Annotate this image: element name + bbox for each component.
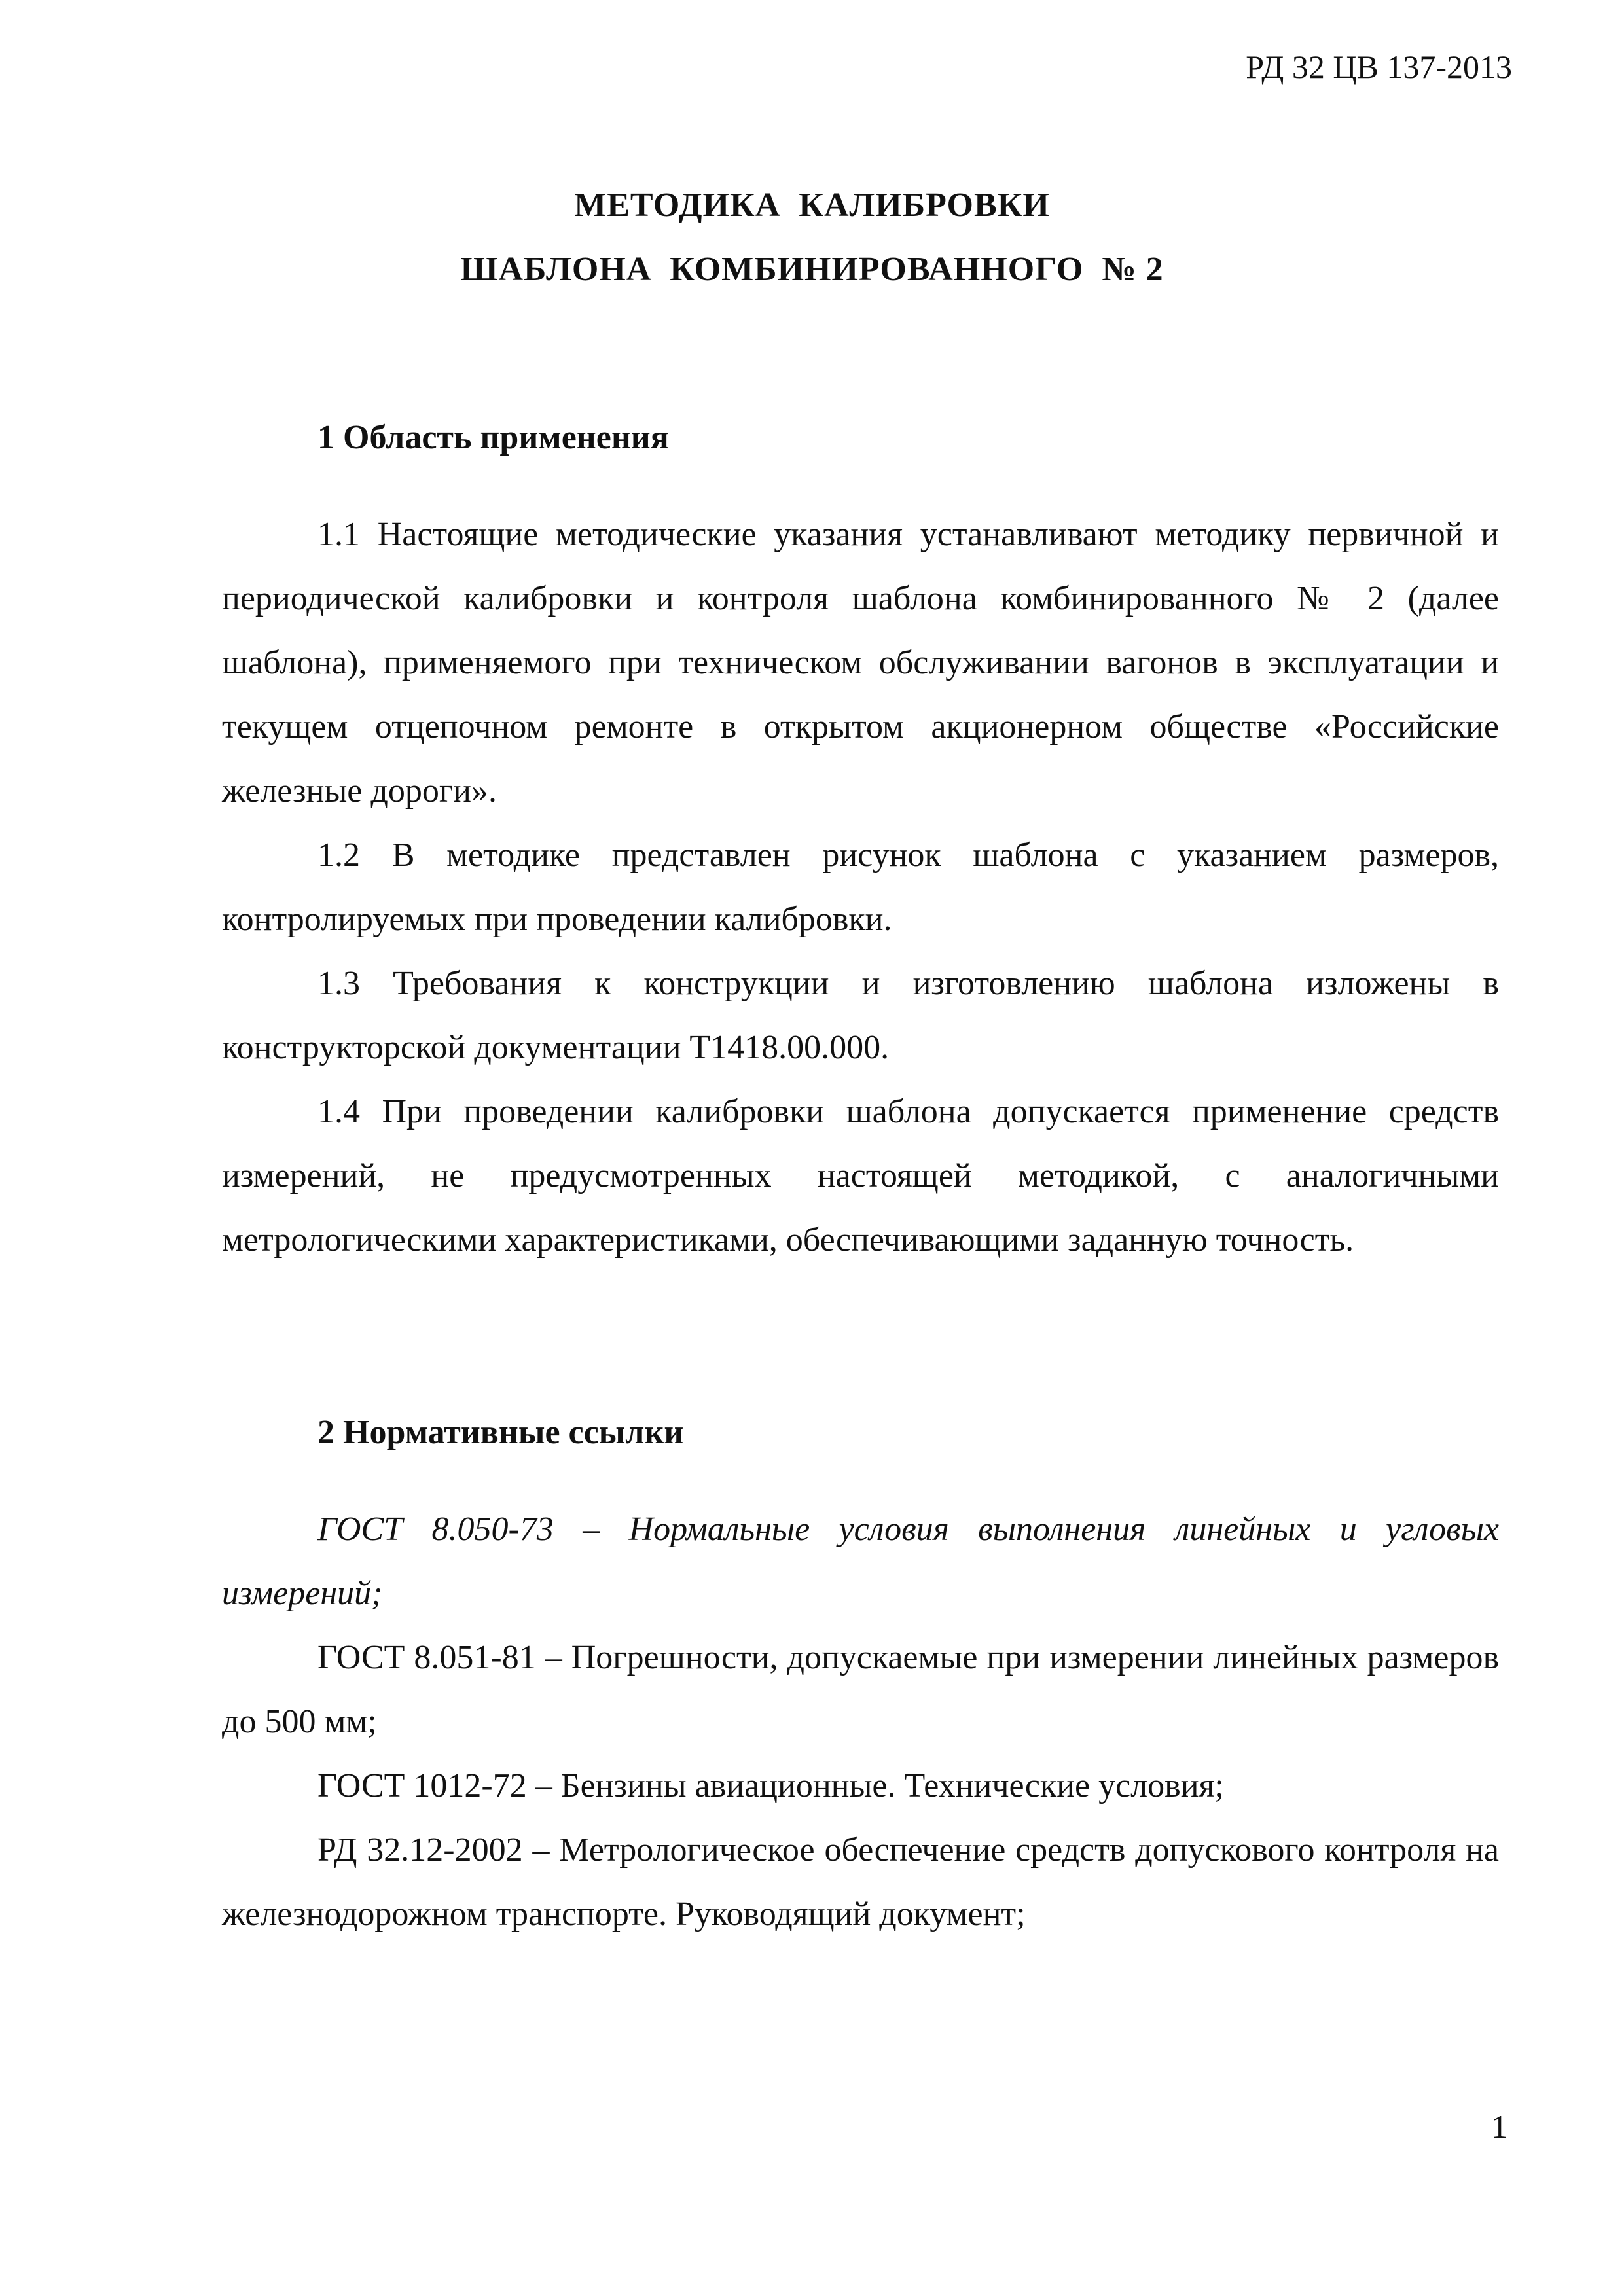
paragraph-1-2: 1.2 В методике представлен рисунок шаблона с указанием размеров, контролируемых при проведении калибровки. (222, 836, 1499, 938)
section-1-heading: 1 Область применения (317, 419, 669, 456)
reference-gost-1012: ГОСТ 1012-72 – Бензины авиационные. Технические условия; (317, 1767, 1224, 1804)
paragraph-1-1: 1.1 Настоящие методические указания устанавливают методику первичной и периодической калибровки и контроля шаблона комбинированного № 2 (далее шаблона), применяемого при техническом обслуживании вагонов в эксплуатации и текущем отцепочном ремонте в открытом акционерном обществе «Российские железные дороги». (222, 516, 1499, 810)
title-line-1: МЕТОДИКА КАЛИБРОВКИ (574, 187, 1050, 224)
reference-rd-32-12: РД 32.12-2002 – Метрологическое обеспечение средств допускового контроля на железнодорожном транспорте. Руководящий документ; (222, 1831, 1499, 1933)
reference-gost-8-050: ГОСТ 8.050-73 – Нормальные условия выполнения линейных и угловых измерений; (222, 1511, 1499, 1612)
document-title (0, 173, 1624, 302)
section-2-heading: 2 Нормативные ссылки (317, 1414, 684, 1451)
page-number: 1 (1491, 2108, 1507, 2145)
title-line-2: ШАБЛОНА КОМБИНИРОВАННОГО № 2 (460, 251, 1164, 288)
paragraph-1-4: 1.4 При проведении калибровки шаблона допускается применение средств измерений, не предусмотренных настоящей методикой, с аналогичными метрологическими характеристиками, обеспечивающими заданную точность. (222, 1093, 1499, 1259)
document-body (222, 406, 1499, 1946)
reference-gost-8-051: ГОСТ 8.051-81 – Погрешности, допускаемые при измерении линейных размеров до 500 мм; (222, 1639, 1499, 1740)
paragraph-1-3: 1.3 Требования к конструкции и изготовлению шаблона изложены в конструкторской документации Т1418.00.000. (222, 965, 1499, 1066)
document-code: РД 32 ЦВ 137-2013 (1246, 48, 1512, 85)
